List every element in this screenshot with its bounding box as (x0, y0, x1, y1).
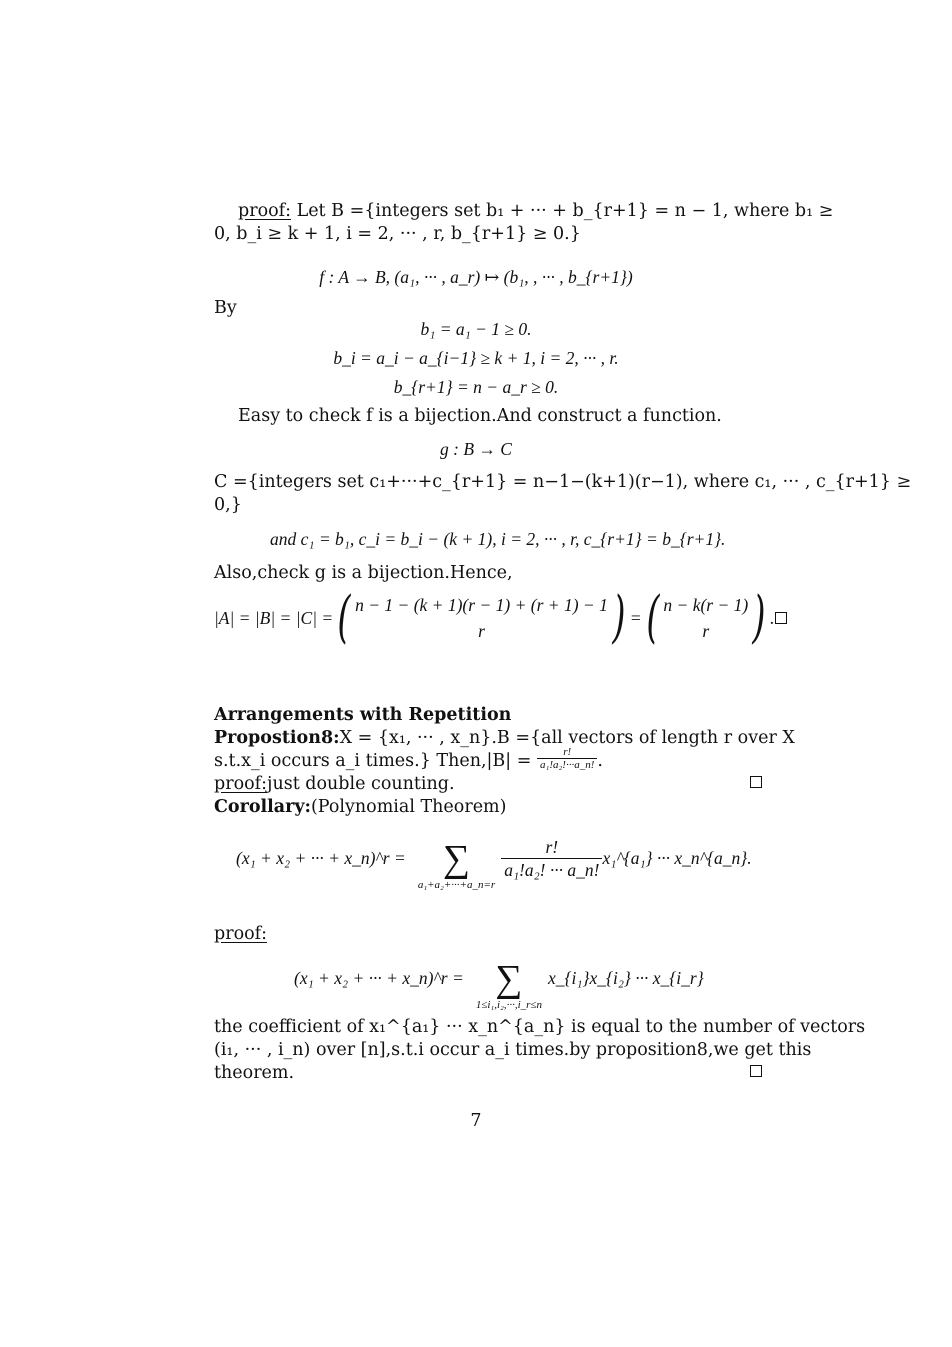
equation-br1: b_{r+1} = n − a_r ≥ 0. (393, 377, 559, 397)
equation-bi: b_i = a_i − a_{i−1} ≥ k + 1, i = 2, ··· , r. (333, 348, 619, 368)
qed-square-icon (775, 612, 787, 624)
equation-b1: b₁ = a₁ − 1 ≥ 0. (420, 319, 532, 339)
corollary-line (214, 796, 506, 818)
prod-sum (476, 959, 542, 1011)
proof-double-counting (214, 773, 455, 795)
proof2-label: proof: (214, 924, 268, 944)
proposition-text2b: . (597, 751, 603, 771)
binomial-1-bottom: r (478, 621, 485, 641)
prod-rhs: x_{i₁}x_{i₂} ··· x_{i_r} (547, 968, 704, 988)
proof1-line2: 0, b_i ≥ k + 1, i = 2, ··· , r, b_{r+1} ≥ 0.} (214, 224, 581, 244)
proposition-text1: X = {x₁, ··· , x_n}.B ={all vectors of length r over X (339, 728, 795, 748)
binomial-1 (333, 585, 630, 650)
set-c-line1: C ={integers set c₁+···+c_{r+1} = n−1−(k+1)(r−1), where c₁, ··· , c_{r+1} ≥ (214, 472, 912, 492)
proof1-text1: Let B ={integers set b₁ + ··· + b_{r+1} = n − 1, where b₁ ≥ (291, 201, 834, 221)
poly-sum-limits: a₁+a₂+···+a_n=r (417, 879, 496, 891)
sigma-icon: ∑ (495, 958, 523, 1000)
fraction-denominator: a₁!a₂!···a_n! (537, 758, 597, 771)
proposition-label: Propostion8: (214, 728, 340, 748)
coefficient-line2: (i₁, ··· , i_n) over [n],s.t.i occur a_i times.by proposition8,we get this (214, 1040, 812, 1060)
proposition8-line1 (214, 727, 795, 749)
proof-label: proof: (238, 201, 292, 221)
coefficient-line3: theorem. (214, 1063, 295, 1083)
poly-fraction-numerator: r! (545, 836, 559, 857)
poly-rhs: x₁^{a₁} ··· x_n^{a_n}. (602, 848, 752, 868)
qed-square-icon (750, 1065, 762, 1077)
corollary-text: (Polynomial Theorem) (310, 797, 507, 817)
also-check-text: Also,check g is a bijection.Hence, (214, 563, 513, 583)
equals-sign: = (629, 608, 642, 628)
fraction-numerator: r! (563, 746, 572, 758)
poly-lhs: (x₁ + x₂ + ··· + x_n)^r = (236, 848, 406, 868)
qed-square-icon (750, 776, 762, 788)
binomial-2-top: n − k(r − 1) (663, 595, 749, 615)
coefficient-line1: the coefficient of x₁^{a₁} ··· x_n^{a_n} is equal to the number of vectors (214, 1017, 866, 1037)
and-line: and c₁ = b₁, c_i = b_i − (k + 1), i = 2, ··· , r, c_{r+1} = b_{r+1}. (270, 529, 726, 549)
right-paren-icon: ) (752, 585, 766, 650)
right-paren-icon: ) (612, 585, 626, 650)
poly-fraction (501, 836, 602, 881)
binomial-1-top: n − 1 − (k + 1)(r − 1) + (r + 1) − 1 (355, 595, 608, 615)
left-paren-icon: ( (337, 585, 351, 650)
map-f: f : A → B, (a₁, ··· , a_r) ↦ (b₁, , ··· , b_{r+1}) (319, 267, 633, 287)
map-g: g : B → C (440, 439, 512, 459)
product-expansion-equation (294, 950, 704, 1011)
prod-lhs: (x₁ + x₂ + ··· + x_n)^r = (294, 968, 464, 988)
by-text: By (214, 298, 237, 318)
proposition-text2a: s.t.x_i occurs a_i times.} Then,|B| = (214, 751, 532, 771)
final-equation (214, 585, 787, 650)
binomial-2-bottom: r (702, 621, 710, 641)
final-lhs: |A| = |B| = |C| = (214, 608, 334, 628)
prod-sum-limits: 1≤i₁,i₂,···,i_r≤n (475, 999, 542, 1011)
page-number: 7 (470, 1111, 482, 1131)
left-paren-icon: ( (645, 585, 660, 650)
end-dot: . (770, 608, 775, 628)
easy-check-text: Easy to check f is a bijection.And construct a function. (238, 406, 722, 426)
sigma-icon: ∑ (442, 838, 471, 880)
polynomial-theorem-equation (236, 828, 752, 891)
proof-text: just double counting. (267, 774, 455, 794)
proof-label: proof: (214, 774, 268, 794)
section-heading: Arrangements with Repetition (214, 705, 512, 725)
poly-sum (418, 839, 495, 891)
proof1-line1 (238, 200, 833, 222)
corollary-label: Corollary: (214, 797, 311, 817)
set-c-line2: 0,} (214, 495, 242, 515)
poly-fraction-denominator: a₁!a₂! ··· a_n! (501, 858, 602, 881)
proposition8-line2 (214, 746, 603, 772)
proposition-fraction (537, 746, 597, 771)
binomial-2 (642, 585, 771, 650)
